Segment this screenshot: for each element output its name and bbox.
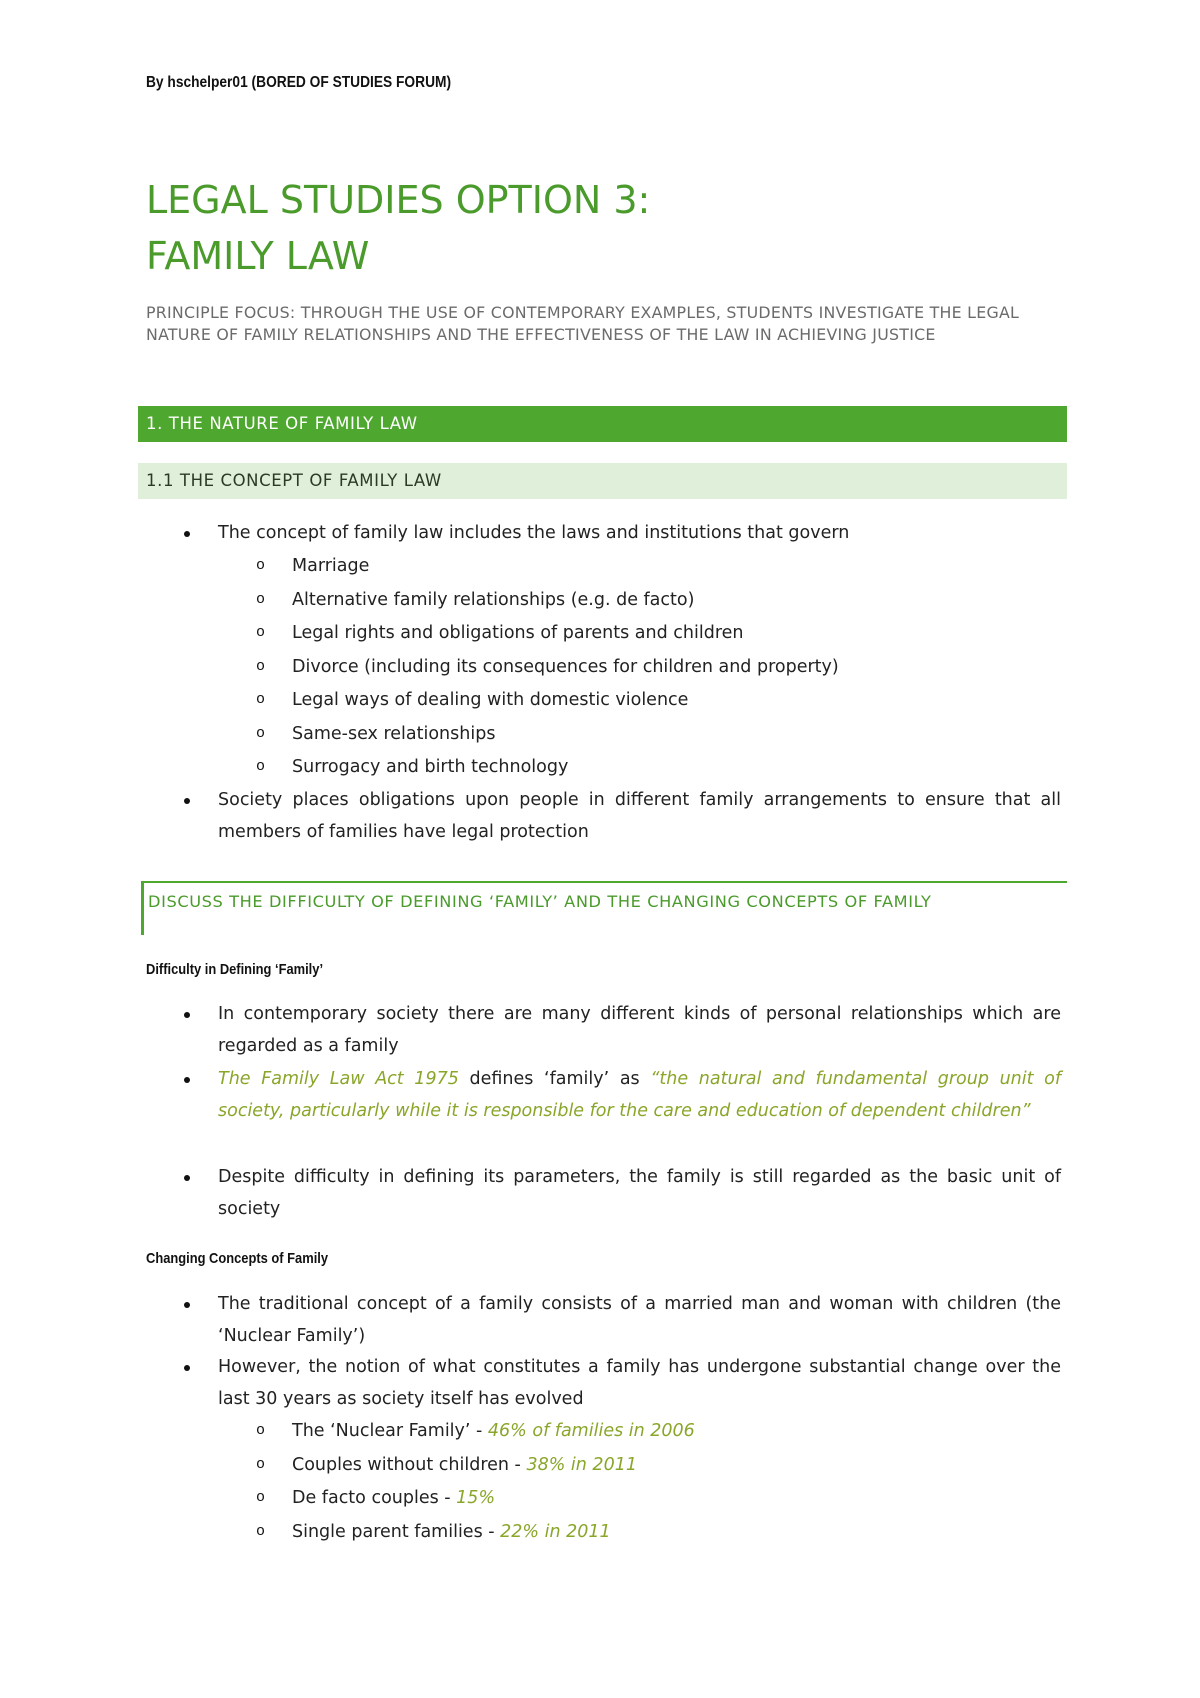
definition-quote: “the natural and fundamental group unit of society, particularly while it is responsible for the care and education of dependent children” xyxy=(218,1069,1062,1121)
sub-bullet-icon: o xyxy=(256,1456,266,1473)
bullet-icon xyxy=(184,1012,190,1018)
section-heading: 1. THE NATURE OF FAMILY LAW xyxy=(138,406,1067,442)
stat-label: The ‘Nuclear Family’ - xyxy=(292,1421,488,1441)
page-title xyxy=(146,172,1046,284)
stat-value: 46% of families in 2006 xyxy=(487,1421,695,1441)
sub-list-item: Same-sex relationships xyxy=(292,724,496,744)
sub-bullet-icon: o xyxy=(256,557,266,574)
list-item xyxy=(218,1063,1061,1127)
list-item: The concept of family law includes the laws and institutions that govern xyxy=(218,523,850,543)
stat-value: 15% xyxy=(456,1488,496,1508)
sub-bullet-icon: o xyxy=(256,725,266,742)
sub-bullet-icon: o xyxy=(256,591,266,608)
sub-bullet-icon: o xyxy=(256,1489,266,1506)
bullet-icon xyxy=(184,1077,190,1083)
sub-list-item: Marriage xyxy=(292,556,370,576)
bullet-icon xyxy=(184,1175,190,1181)
sub-list-item: Divorce (including its consequences for children and property) xyxy=(292,657,839,677)
author-line: By hschelper01 (BORED OF STUDIES FORUM) xyxy=(146,74,452,91)
sub-bullet-icon: o xyxy=(256,658,266,675)
stat-item xyxy=(292,1516,1052,1548)
stat-label: De facto couples - xyxy=(292,1488,457,1508)
act-name: The Family Law Act 1975 xyxy=(218,1069,459,1089)
bullet-icon xyxy=(184,1302,190,1308)
list-item: However, the notion of what constitutes a family has undergone substantial change over the last 30 years as society itself has evolved xyxy=(218,1357,1061,1409)
sub-list-item: Legal rights and obligations of parents and children xyxy=(292,623,744,643)
stat-item xyxy=(292,1449,1052,1481)
difficulty-subheading: Difficulty in Defining ‘Family’ xyxy=(146,961,324,978)
bullet-icon xyxy=(184,1365,190,1371)
stat-value: 22% in 2011 xyxy=(500,1522,611,1542)
list-item: Society places obligations upon people in different family arrangements to ensure that all members of families have legal protection xyxy=(218,790,1061,842)
sub-bullet-icon: o xyxy=(256,691,266,708)
stat-label: Single parent families - xyxy=(292,1522,501,1542)
stat-item xyxy=(292,1482,1052,1514)
subsection-heading: 1.1 THE CONCEPT OF FAMILY LAW xyxy=(138,463,1067,499)
sub-bullet-icon: o xyxy=(256,1422,266,1439)
stat-value: 38% in 2011 xyxy=(526,1455,637,1475)
sub-list-item: Legal ways of dealing with domestic violence xyxy=(292,690,689,710)
stat-label: Couples without children - xyxy=(292,1455,527,1475)
sub-list-item: Surrogacy and birth technology xyxy=(292,757,569,777)
definition-lead: defines ‘family’ as xyxy=(458,1069,651,1089)
title-line-1: LEGAL STUDIES OPTION 3: xyxy=(146,178,651,222)
sub-list-item: Alternative family relationships (e.g. de facto) xyxy=(292,590,695,610)
principle-focus: PRINCIPLE FOCUS: THROUGH THE USE OF CONTEMPORARY EXAMPLES, STUDENTS INVESTIGATE THE LEGAL NATURE OF FAMILY RELATIONSHIPS AND THE EFFECTIVENESS OF THE LAW IN ACHIEVING JUSTICE xyxy=(146,303,1020,344)
sub-bullet-icon: o xyxy=(256,758,266,775)
sub-bullet-icon: o xyxy=(256,1523,266,1540)
changing-subheading: Changing Concepts of Family xyxy=(146,1250,329,1267)
stat-item xyxy=(292,1415,1052,1447)
bullet-icon xyxy=(184,531,190,537)
title-line-2: FAMILY LAW xyxy=(146,234,370,278)
bullet-icon xyxy=(184,798,190,804)
list-item: In contemporary society there are many different kinds of personal relationships which are regarded as a family xyxy=(218,1004,1061,1056)
list-item: Despite difficulty in defining its parameters, the family is still regarded as the basic unit of society xyxy=(218,1167,1061,1219)
discuss-heading: DISCUSS THE DIFFICULTY OF DEFINING ‘FAMILY’ AND THE CHANGING CONCEPTS OF FAMILY xyxy=(141,881,1067,935)
sub-bullet-icon: o xyxy=(256,624,266,641)
list-item: The traditional concept of a family consists of a married man and woman with children (the ‘Nuclear Family’) xyxy=(218,1294,1061,1346)
